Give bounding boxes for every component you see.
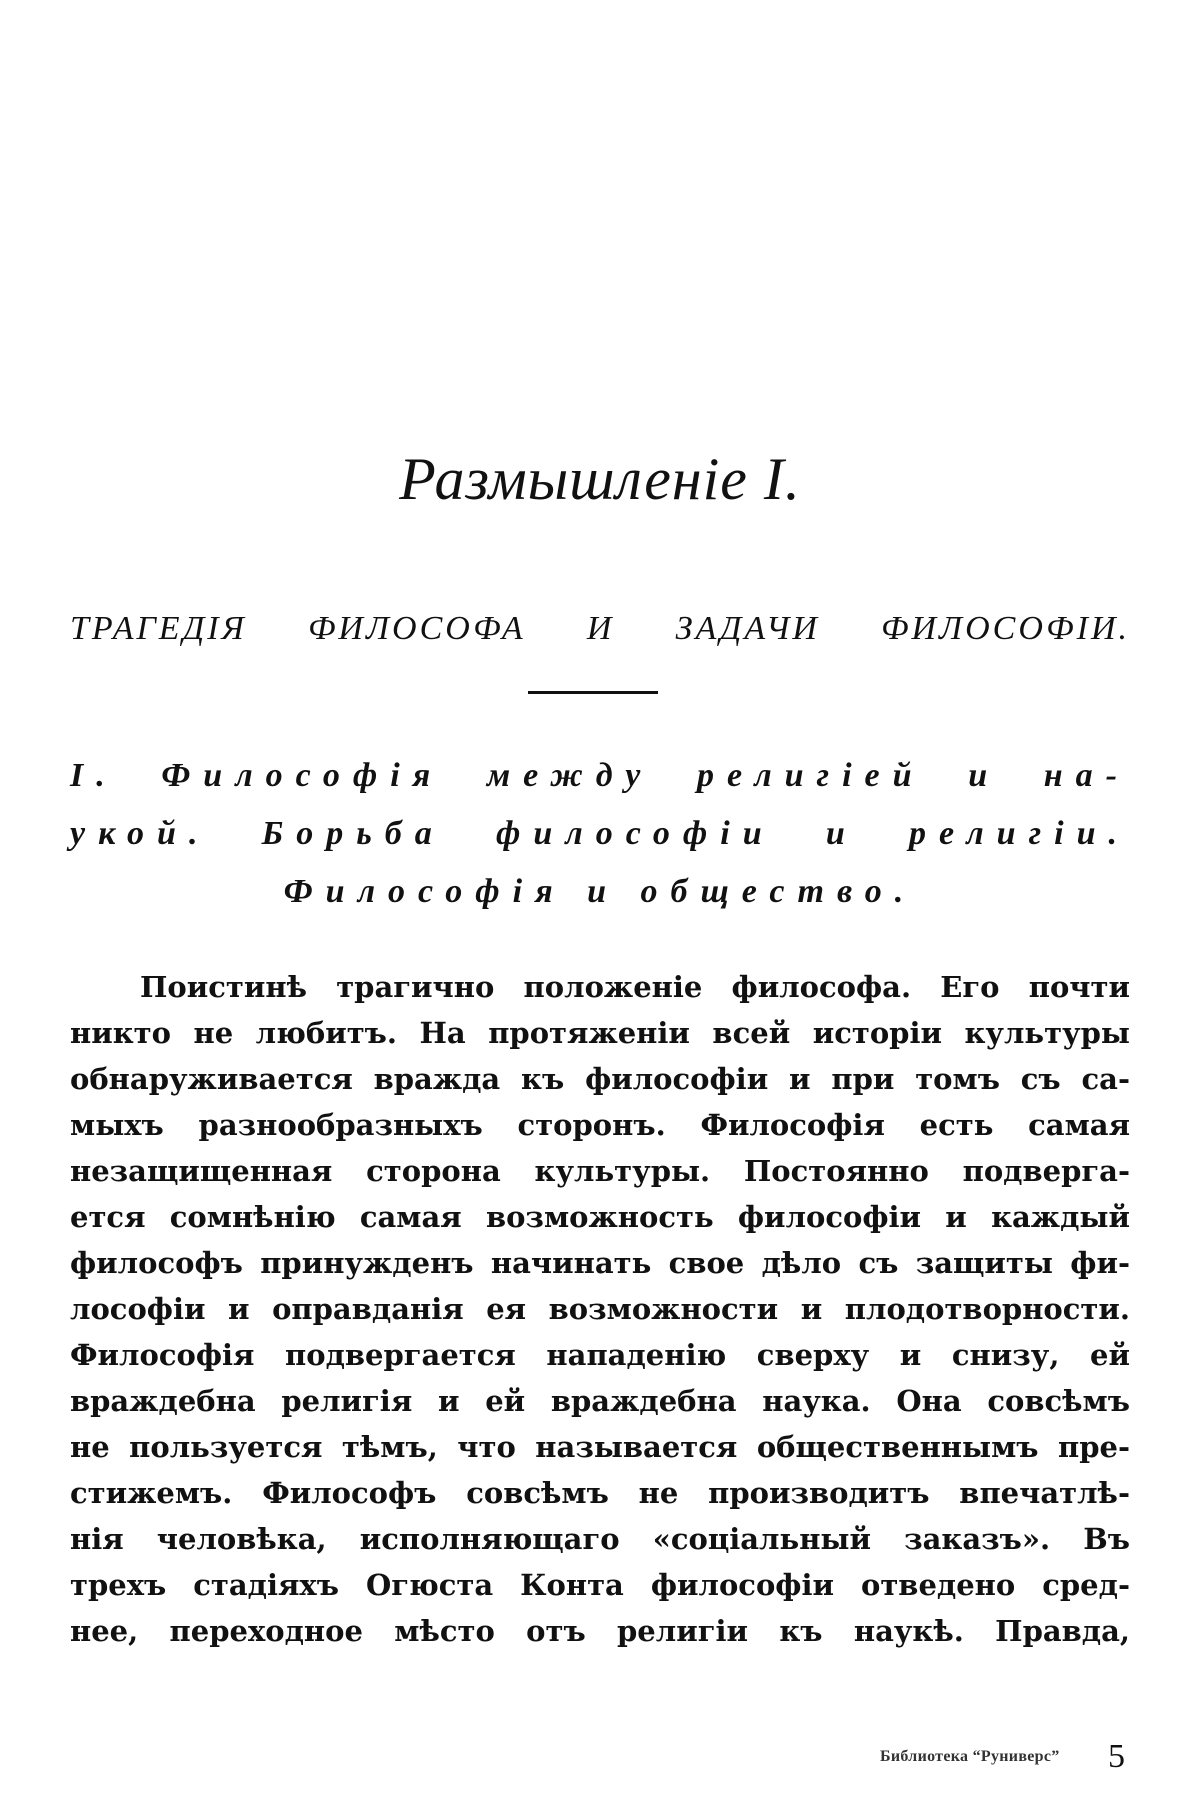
section-heading-line: укой. Борьба философіи и религіи. [70,815,1130,852]
body-line: Поистинѣ трагично положеніе философа. Его почти [140,970,1130,1004]
body-line: нее, переходное мѣсто отъ религіи къ наукѣ. Правда, [70,1614,1130,1648]
body-line: стижемъ. Философъ совсѣмъ не производитъ впечатлѣ- [70,1476,1130,1510]
body-line: обнаруживается вражда къ философіи и при томъ съ са- [70,1062,1130,1096]
page-footer [0,1738,1200,1778]
body-line: ется сомнѣнію самая возможность философіи и каждый [70,1200,1130,1234]
body-line: не пользуется тѣмъ, что называется общественнымъ пре- [70,1430,1130,1464]
library-credit: Библиотека “Руниверс” [880,1748,1060,1765]
body-line: Философія подвергается нападенію сверху и снизу, ей [70,1338,1130,1372]
chapter-subtitle: ТРАГЕДІЯ ФИЛОСОФА И ЗАДАЧИ ФИЛОСОФІИ. [70,610,1130,647]
body-line: враждебна религія и ей враждебна наука. Она совсѣмъ [70,1384,1130,1418]
section-heading-line: I. Философія между религіей и на- [70,757,1130,794]
body-line: лософіи и оправданія ея возможности и плодотворности. [70,1292,1130,1326]
body-line: трехъ стадіяхъ Огюста Конта философіи отведено сред- [70,1568,1130,1602]
section-heading-line: Философія и общество. [283,873,917,910]
page-number: 5 [1108,1738,1125,1775]
body-line: мыхъ разнообразныхъ сторонъ. Философія есть самая [70,1108,1130,1142]
body-paragraph [70,964,1130,1654]
body-line: никто не любитъ. На протяженіи всей исторіи культуры [70,1016,1130,1050]
section-heading [70,747,1130,921]
chapter-title: Размышленіе I. [399,446,801,512]
title-divider [528,691,658,694]
body-line: нія человѣка, исполняющаго «соціальный заказъ». Въ [70,1522,1130,1556]
body-line: незащищенная сторона культуры. Постоянно подверга- [70,1154,1130,1188]
body-line: философъ принужденъ начинать свое дѣло съ защиты фи- [70,1246,1130,1280]
